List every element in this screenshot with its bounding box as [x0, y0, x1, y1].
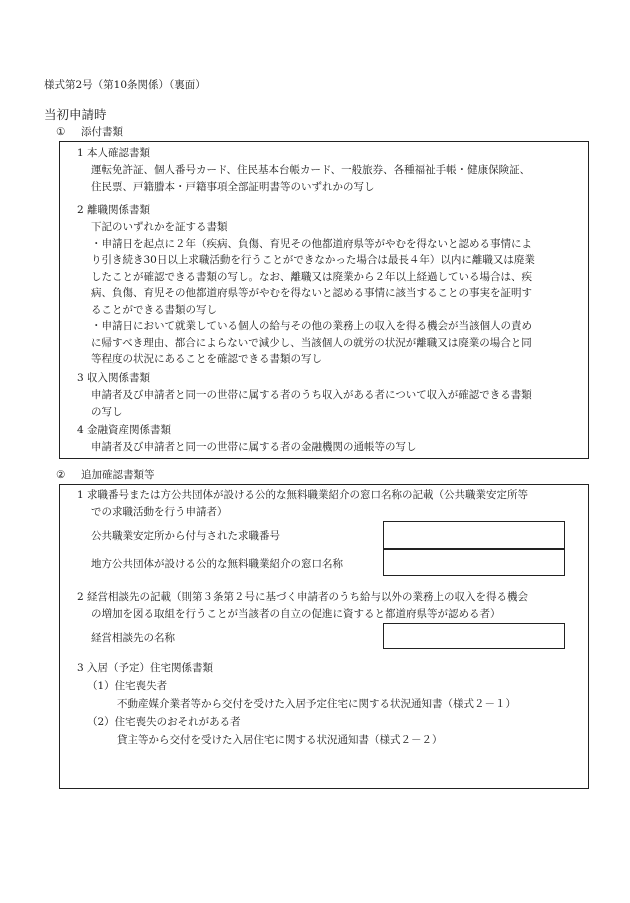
section-title: 当初申請時: [44, 107, 107, 122]
additional-documents-box: [59, 484, 589, 789]
section2-number: ②: [56, 469, 66, 481]
doc3-heading: 3 収入関係書類: [77, 372, 151, 384]
doc1-text: 運転免許証、個人番号カード、住民基本台帳カード、一般旅券、各種福祉手帳・健康保険証、 住民票、戸籍謄本・戸籍事項全部証明書等のいずれかの写し: [91, 164, 531, 193]
housing-loss-heading: （1）住宅喪失者: [87, 680, 168, 692]
consultation-label: 経営相談先の名称: [91, 632, 175, 644]
section2-title: 追加確認書類等: [81, 469, 155, 481]
section1-number: ①: [56, 126, 66, 138]
doc2-heading: 2 離職関係書類: [77, 204, 151, 216]
doc4-text: 申請者及び申請者と同一の世帯に属する者の金融機関の通帳等の写し: [91, 441, 417, 453]
housing-risk-heading: （2）住宅喪失のおそれがある者: [87, 716, 241, 728]
form-title: 様式第2号（第10条関係）（裏面）: [44, 79, 206, 91]
housing-loss-text: 不動産媒介業者等から交付を受けた入居予定住宅に関する状況通知書（様式２－１）: [117, 698, 516, 710]
employment-office-label: 地方公共団体が設ける公的な無料職業紹介の窓口名称: [91, 558, 343, 570]
employment-office-field[interactable]: [383, 549, 565, 576]
job-number-field[interactable]: [383, 521, 565, 549]
consultation-field[interactable]: [383, 623, 565, 649]
housing-risk-text: 貸主等から交付を受けた入居住宅に関する状況通知書（様式２－２）: [117, 734, 443, 746]
addl1-heading: 1 求職番号または方公共団体が設ける公的な無料職業紹介の窓口名称の記載（公共職業安定所等 での求職活動を行う申請者）: [77, 489, 529, 518]
addl2-heading: 2 経営相談先の記載（則第３条第２号に基づく申請者のうち給与以外の業務上の収入を得る機会 の増加を図る取組を行うことが当該者の自立の促進に資すると都道府県等が認める者）: [77, 591, 529, 620]
housing-docs-heading: 3 入居（予定）住宅関係書類: [77, 662, 214, 674]
doc1-heading: 1 本人確認書類: [77, 147, 151, 159]
attached-documents-box: [59, 141, 589, 459]
section1-title: 添付書類: [81, 126, 123, 138]
doc3-text: 申請者及び申請者と同一の世帯に属する者のうち収入がある者について収入が確認できる書類 の写し: [91, 389, 532, 418]
doc2-text: 下記のいずれかを証する書類 ・申請日を起点に２年（疾病、負傷、育児その他都道府県等がやむを得ないと認める事情によ り引き続き30日以上求職活動を行うことができなかった場合は最長４年）以内に離職又は廃業 したことが確認できる書類の写し。なお、離職又は廃業から２年以上経過している場合は、疾 病、負傷、育児その他都道府県等がやむを得ないと認める事情に該当することの事実を証明す ることができる書類の写し ・申請日において就業している個人の給与その他の業務上の収入を得る機会が当該個人の責め に帰すべき理由、都合によらないで減少し、当該個人の就労の状況が離職又は廃業の場合と同 等程度の状況にあることを確認できる書類の写し: [91, 221, 535, 365]
job-number-label: 公共職業安定所から付与された求職番号: [91, 530, 280, 542]
doc4-heading: 4 金融資産関係書類: [77, 424, 172, 436]
